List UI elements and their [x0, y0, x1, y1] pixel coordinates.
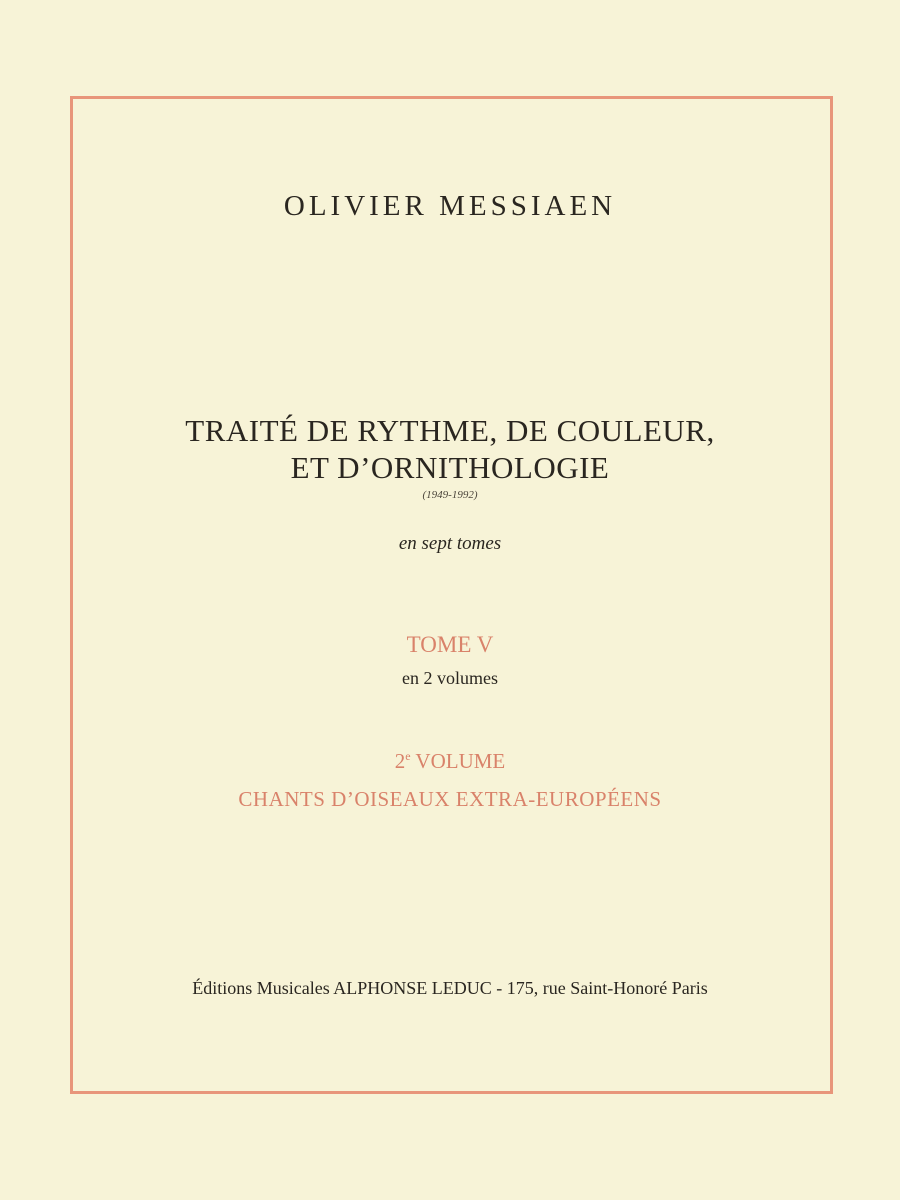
volume-number: 2 [394, 749, 406, 773]
title-dates: (1949-1992) [422, 489, 478, 501]
volume-title: CHANTS D’OISEAUX EXTRA-EUROPÉENS [238, 787, 662, 811]
cover-frame-border [70, 96, 833, 1094]
series-note: en sept tomes [398, 533, 502, 554]
volume-word: VOLUME [410, 749, 506, 773]
volume-ordinal-superscript: e [405, 749, 411, 763]
title-line-2: ET D’ORNITHOLOGIE [290, 450, 610, 485]
author-name: OLIVIER MESSIAEN [283, 190, 617, 222]
publisher-line: Éditions Musicales ALPHONSE LEDUC - 175, rue Saint-Honoré Paris [192, 978, 708, 998]
tome-note: en 2 volumes [402, 668, 498, 688]
tome-label: TOME V [406, 632, 494, 657]
title-line-1: TRAITÉ DE RYTHME, DE COULEUR, [185, 413, 715, 448]
volume-label [0, 749, 900, 774]
